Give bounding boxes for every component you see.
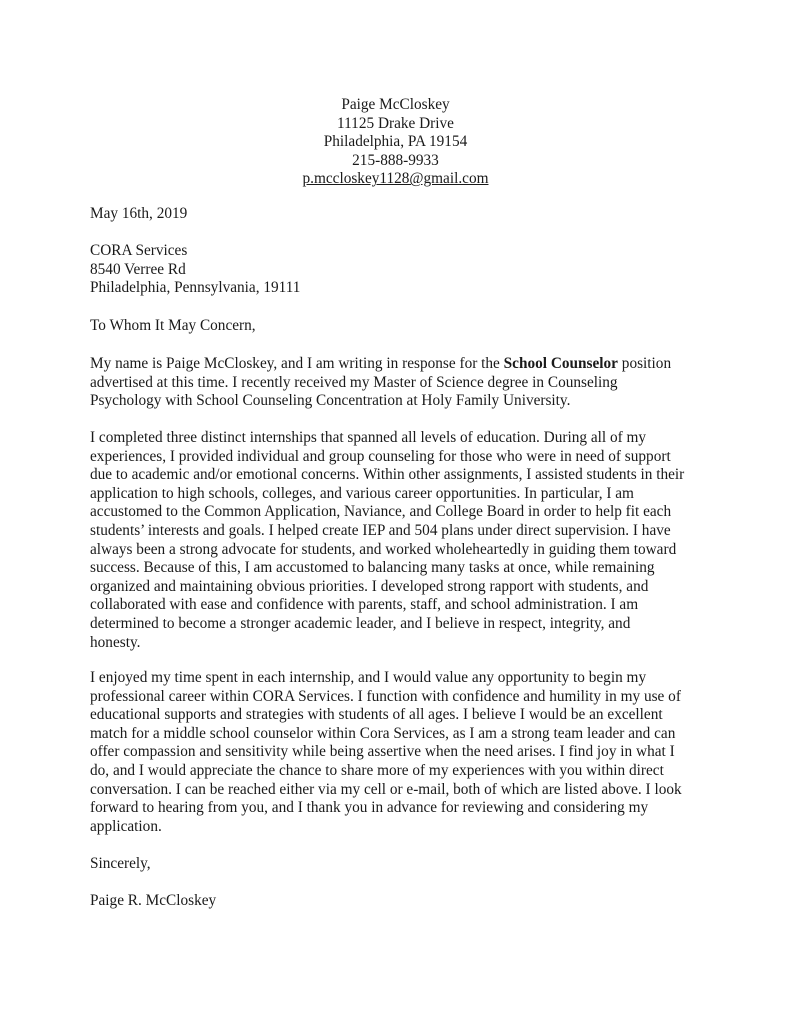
paragraph-line: success. Because of this, I am accustomed to balancing many tasks at once, while remaining (90, 559, 655, 577)
recipient-address (90, 242, 730, 298)
paragraph-line: organized and maintaining obvious priorities. I developed strong rapport with students, and (90, 577, 649, 595)
sender-header (0, 96, 791, 189)
paragraph-line: experiences, I provided individual and group counseling for those who were in need of support (90, 447, 671, 465)
sender-phone: 215-888-9933 (352, 151, 439, 169)
sender-street: 11125 Drake Drive (337, 114, 454, 132)
paragraph-line: always been a strong advocate for students, and worked wholeheartedly in guiding them toward (90, 540, 677, 558)
paragraph-line: I enjoyed my time spent in each internship, and I would value any opportunity to begin my (90, 669, 647, 686)
paragraph-text: My name is Paige McCloskey, and I am writing in response for the (90, 355, 504, 372)
closing-text: Sincerely, (90, 855, 151, 872)
paragraph-line: professional career within CORA Services. I function with confidence and humility in my use of (90, 687, 681, 705)
paragraph-line: determined to become a stronger academic leader, and I believe in respect, integrity, and (90, 614, 631, 632)
paragraph-line: conversation. I can be reached either via my cell or e-mail, both of which are listed above. I look (90, 780, 682, 798)
paragraph-1-line-1 (90, 355, 730, 374)
paragraph-line: application to high schools, colleges, and various career opportunities. In particular, I am (90, 484, 634, 502)
recipient-city-state-zip: Philadelphia, Pennsylvania, 19111 (90, 279, 301, 297)
paragraph-line: match for a middle school counselor within Cora Services, as I am a strong team leader and can (90, 724, 676, 742)
recipient-organization: CORA Services (90, 242, 188, 259)
paragraph-line: Psychology with School Counseling Concentration at Holy Family University. (90, 392, 571, 410)
paragraph-line: students’ interests and goals. I helped create IEP and 504 plans under direct supervision. I have (90, 521, 671, 539)
sender-email-link[interactable]: p.mccloskey1128@gmail.com (302, 170, 489, 188)
paragraph-line: advertised at this time. I recently received my Master of Science degree in Counseling (90, 373, 618, 391)
position-title: School Counselor (503, 355, 618, 372)
paragraph-text: position (617, 355, 672, 372)
paragraph-line: offer compassion and sensitivity while being assertive when the need arises. I find joy in what I (90, 743, 675, 761)
paragraph-line: due to academic and/or emotional concerns. Within other assignments, I assisted students in their (90, 466, 685, 484)
signature (90, 892, 730, 911)
recipient-street: 8540 Verree Rd (90, 260, 186, 278)
letter-date (90, 205, 730, 224)
paragraph-2 (90, 429, 730, 652)
paragraph-line: honesty. (90, 633, 141, 651)
sender-city-state-zip: Philadelphia, PA 19154 (323, 133, 468, 151)
paragraph-1 (90, 355, 730, 411)
date-text: May 16th, 2019 (90, 205, 188, 222)
paragraph-line: forward to hearing from you, and I thank you in advance for reviewing and considering my (90, 799, 649, 817)
salutation (90, 317, 730, 336)
paragraph-line: do, and I would appreciate the chance to share more of my experiences with you within direct (90, 761, 664, 779)
sender-name: Paige McCloskey (341, 96, 450, 113)
paragraph-line: application. (90, 817, 162, 835)
paragraph-line: educational supports and strategies with students of all ages. I believe I would be an excellent (90, 706, 663, 724)
paragraph-3 (90, 669, 730, 836)
closing (90, 855, 730, 874)
paragraph-line: accustomed to the Common Application, Naviance, and College Board in order to help fit each (90, 503, 672, 521)
paragraph-line: I completed three distinct internships that spanned all levels of education. During all of my (90, 429, 647, 446)
signature-text: Paige R. McCloskey (90, 892, 217, 909)
paragraph-line: collaborated with ease and confidence with parents, staff, and school administration. I am (90, 596, 639, 614)
salutation-text: To Whom It May Concern, (90, 317, 256, 334)
